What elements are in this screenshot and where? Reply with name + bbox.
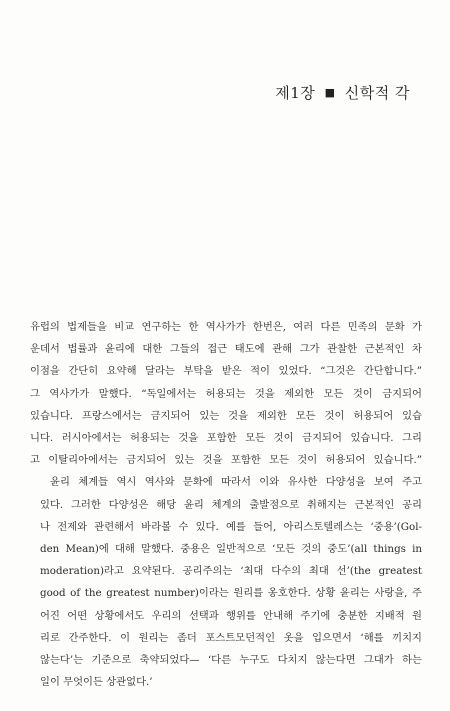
text-line: 어진 어떤 상황에서도 우리의 선택과 행위를 안내해 주기에 충분한 지배적 원: [40, 609, 422, 622]
text-line: 있다. 그러한 다양성은 해당 윤리 체계의 출발점으로 취해지는 근본적인 공리: [40, 498, 422, 511]
text-line: 운데서 법률과 윤리에 대한 그들의 접근 태도에 관해 그가 관찰한 근본적인 차: [30, 343, 422, 356]
text-line: 않는다’는 기준으로 축약되었다— ‘다른 누구도 다치지 않는다면 그대가 하는: [40, 654, 422, 667]
text-line: 윤리 체계들 역시 역사와 문화에 따라서 이와 유사한 다양성을 보여 주고: [50, 476, 422, 489]
text-line: 니다. 러시아에서는 허용되는 것을 포함한 모든 것이 금지되어 있습니다. 그리: [30, 432, 422, 445]
chapter-number: 제1장: [275, 84, 316, 102]
square-separator-icon: ■: [324, 86, 336, 99]
text-line: moderation)라고 요약된다. 공리주의는 ‘최대 다수의 최대 선’(the greatest: [40, 565, 422, 578]
text-line: good of the greatest number)이라는 원리를 옹호한다. 상황 윤리는 사랑을, 주: [40, 587, 422, 600]
body-text: [30, 316, 422, 693]
text-line: 유럽의 법제들을 비교 연구하는 한 역사가가 한번은, 여러 다른 민족의 문화 가: [30, 321, 422, 333]
chapter-heading: [275, 82, 410, 103]
text-line: 리로 간주한다. 이 원리는 좀더 포스트모던적인 옷을 입으면서 ‘해를 끼치지: [40, 631, 422, 644]
text-line: den Mean)에 대해 말했다. 중용은 일반적으로 ‘모든 것의 중도’(all things in: [40, 543, 422, 556]
paragraph-2: [30, 471, 422, 693]
text-line: 고 이탈리아에서는 금지되어 있는 것을 포함한 모든 것이 허용되어 있습니다.”: [30, 454, 422, 467]
text-line: 있습니다. 프랑스에서는 금지되어 있는 것을 제외한 모든 것이 허용되어 있습: [30, 409, 422, 422]
text-line: 그 역사가가 말했다. “독일에서는 허용되는 것을 제외한 모든 것이 금지되어: [30, 387, 422, 400]
paragraph-1: [30, 316, 422, 471]
chapter-title: 신학적 각: [344, 84, 410, 102]
text-line: 이점을 간단히 요약해 달라는 부탁을 받은 적이 있었다. “그것은 간단합니다.”: [30, 365, 422, 378]
text-line: 나 전제와 관련해서 바라볼 수 있다. 예를 들어, 아리스토텔레스는 ‘중용’(Gol-: [40, 520, 422, 533]
text-line: 일이 무엇이든 상관없다.’: [40, 676, 153, 689]
